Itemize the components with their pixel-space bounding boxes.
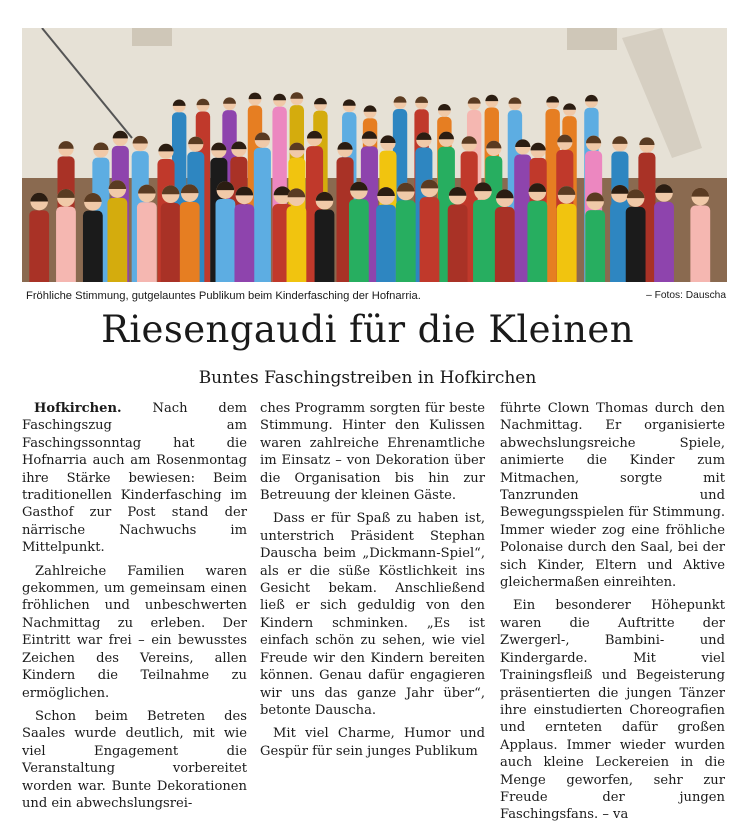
costumed-child <box>254 148 271 282</box>
costumed-child <box>29 210 49 282</box>
costumed-child <box>473 200 493 282</box>
paragraph: führte Clown Thomas durch den Nachmittag. Er organisierte abwechslungsreiche Spiele, animierte die Kinder zum Mitmachen, sorgte mit Tanzrunden und Bewegungsspielen für Stimmung. Immer wieder zog eine fröhliche Polonaise durch den Saal, bei der sich Kinder, Eltern und Aktive gleichermaßen einreihten. <box>500 401 725 591</box>
costumed-child <box>448 205 468 282</box>
costumed-child <box>557 204 577 282</box>
costumed-child <box>626 207 646 282</box>
costumed-child <box>234 204 254 282</box>
costumed-child <box>56 207 76 282</box>
costumed-child <box>376 205 396 282</box>
costumed-child <box>137 202 157 282</box>
paragraph: ches Programm sorgten für beste Stimmung. Hinter den Kulissen waren zahlreiche Ehrenamtliche im Einsatz – von Dekoration über die Organisation bis hin zur Betreuung der kleinen Gäste. <box>260 401 485 504</box>
costumed-child <box>315 210 335 282</box>
paragraph: Ein besonderer Höhepunkt waren die Auftritte der Zwergerl-, Bambini- und Kindergarde. Mit viel Trainingsfleiß und Begeisterung präsentierten die jungen Tänzer ihre einstudierten Choreografien und ernteten dafür großen Applaus. Immer wieder wurden auch kleine Leckereien in die Menge geworfen, sehr zur Freude der jungen Faschingsfans. – va <box>500 598 725 823</box>
paragraph: Mit viel Charme, Humor und Gespür für sein junges Publikum <box>260 726 485 759</box>
photo-caption <box>26 290 726 306</box>
paragraph: Schon beim Betreten des Saales wurde deutlich, mit wie viel Engagement die Veranstaltung vorbereitet worden war. Bunte Dekorationen und ein abwechslungsrei- <box>22 708 247 811</box>
costumed-child <box>349 199 369 282</box>
paragraph: Dass er für Spaß zu haben ist, unterstrich Präsident Stephan Dauscha beim „Dickmann-Spiel“, als er die süße Köstlichkeit ins Gesicht bekam. Anschließend ließ er sich geduldig von den Kindern schminken. „Es ist einfach schön zu sehen, wie viel Freude wir den Kindern bereiten können. Genau dafür engagieren wir uns das ganze Jahr über“, betonte Dauscha. <box>260 511 485 718</box>
costumed-child <box>396 200 416 282</box>
paragraph <box>22 400 247 557</box>
costumed-child <box>287 206 307 282</box>
costumed-child <box>107 198 127 282</box>
caption-text: Fröhliche Stimmung, gutgelauntes Publikum beim Kinderfasching der Hofnarria. <box>26 290 421 302</box>
photo-credit: – Fotos: Dauscha <box>646 290 726 301</box>
costumed-child <box>495 207 515 282</box>
paragraph-text: Nach dem Faschingszug am Faschingssonntag hat die Hofnarria auch am Rosenmontag ihre Stärke bewiesen: Beim traditionellen Kinderfasching im Gasthof zur Post stand der närrische Nachwuchs im Mittelpunkt. <box>22 401 247 556</box>
headline: Riesengaudi für die Kleinen <box>101 308 634 351</box>
costumed-child <box>420 197 440 282</box>
article-column-2 <box>260 400 485 766</box>
costumed-child <box>180 202 200 282</box>
paragraph: Zahlreiche Familien waren gekommen, um gemeinsam einen fröhlichen und unbeschwerten Nachmittag zu erleben. Der Eintritt war frei – ein bewusstes Zeichen des Vereins, allen Kindern die Teilnahme zu ermöglichen. <box>22 563 247 701</box>
costumed-child <box>527 201 547 282</box>
costumed-child <box>585 210 605 282</box>
article-column-3 <box>500 400 725 830</box>
costumed-child <box>654 202 674 282</box>
article-photo <box>22 28 727 282</box>
dateline: Hofkirchen. <box>34 401 122 416</box>
costumed-child <box>161 203 181 282</box>
costumed-child <box>216 199 236 282</box>
subheadline: Buntes Faschingstreiben in Hofkirchen <box>198 368 537 388</box>
article-column-1 <box>22 400 247 818</box>
costumed-child <box>690 205 710 282</box>
costumed-child <box>83 211 103 282</box>
